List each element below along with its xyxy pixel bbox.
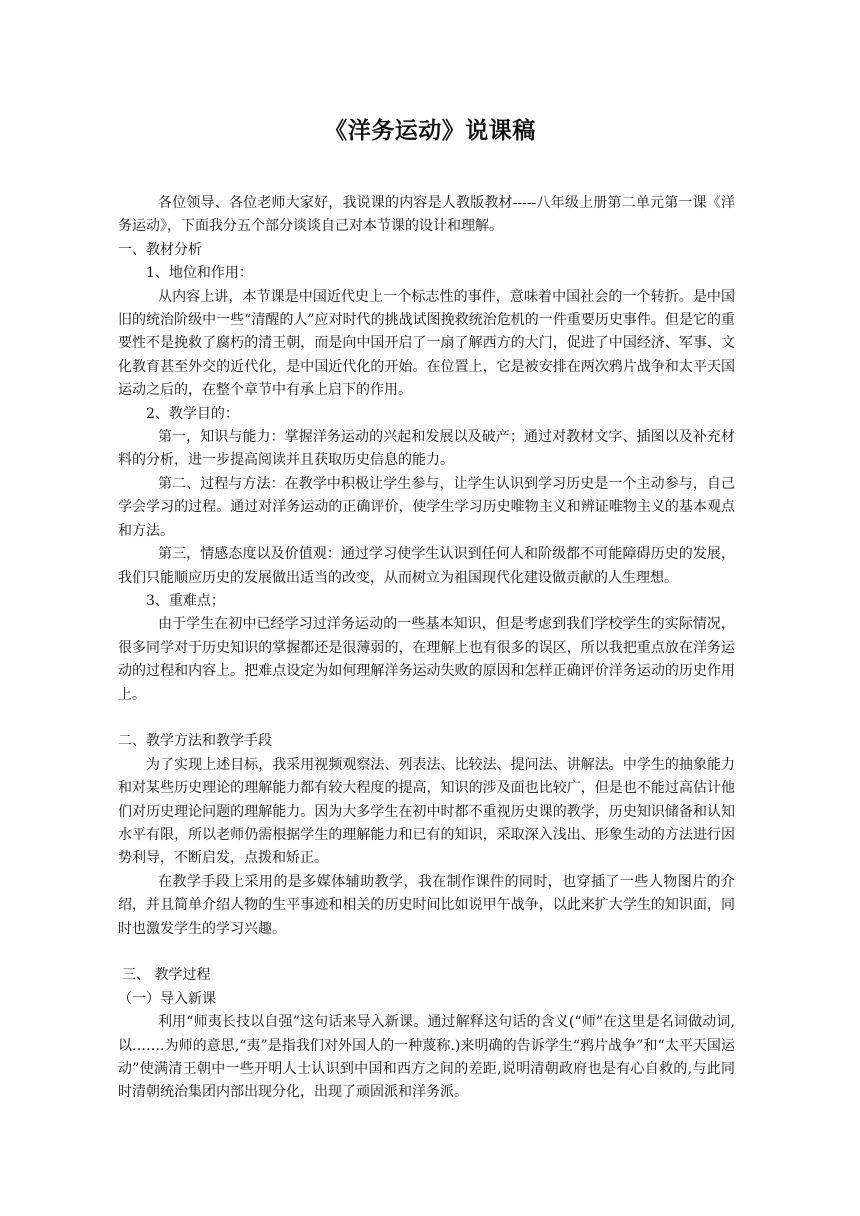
blank-line — [118, 941, 735, 964]
goal-values-paragraph: 第三，情感态度以及价值观：通过学习使学生认识到任何人和阶级都不可能障碍历史的发展，我们只能顺应历史的发展做出适当的改变，从而树立为祖国现代化建设做贡献的人生理想。 — [118, 546, 735, 586]
blank-line — [118, 707, 735, 730]
section2-media-paragraph: 在教学手段上采用的是多媒体辅助教学，我在制作课件的同时，也穿插了一些人物图片的介绍，并且简单介绍人物的生平事迹和相关的历史时间比如说甲午战争，以此来扩大学生的知识面，同时也激发学生的学习兴趣。 — [118, 873, 735, 937]
section3-heading: 三、 教学过程 — [122, 967, 211, 984]
section2-methods-paragraph: 为了实现上述目标，我采用视频观察法、列表法、比较法、提问法、讲解法。中学生的抽象能力和对某些历史理论的理解能力都有较大程度的提高，知识的涉及面也比较广，但是也不能过高估计他们对历史理论问题的理解能力。因为大多学生在初中时都不重视历史课的教学，历史知识储备和认知水平有限，所以老师仍需根据学生的理解能力和已有的知识，采取深入浅出、形象生动的方法进行因势利导，不断启发，点拨和矫正。 — [118, 756, 735, 867]
section3-sub1-heading: （一）导入新课 — [118, 990, 216, 1007]
section1-sub3-paragraph: 由于学生在初中已经学习过洋务运动的一些基本知识，但是考虑到我们学校学生的实际情况，很多同学对于历史知识的掌握都还是很薄弱的，在理解上也有很多的误区，所以我把重点放在洋务运动的过程和内容上。把难点设定为如何理解洋务运动失败的原因和怎样正确评价洋务运动的历史作用上。 — [118, 616, 735, 703]
document-body — [118, 192, 735, 1105]
goal-knowledge-paragraph: 第一，知识与能力：掌握洋务运动的兴起和发展以及破产；通过对教材文字、插图以及补充材料的分析，进一步提高阅读并且获取历史信息的能力。 — [118, 429, 735, 469]
section1-sub2-heading: 2、教学目的： — [146, 405, 239, 422]
section1-heading: 一、教材分析 — [118, 241, 202, 258]
goal-process-paragraph: 第二、过程与方法：在教学中积极让学生参与，让学生认识到学习历史是一个主动参与，自己学会学习的过程。通过对洋务运动的正确评价，使学生学习历史唯物主义和辨证唯物主义的基本观点和方法。 — [118, 475, 735, 539]
section1-sub1-heading: 1、地位和作用： — [146, 265, 253, 282]
section2-heading: 二、教学方法和教学手段 — [118, 733, 272, 750]
intro-paragraph: 各位领导、各位老师大家好，我说课的内容是人教版教材-----八年级上册第二单元第一课《洋务运动》，下面我分五个部分谈谈自己对本节课的设计和理解。 — [118, 195, 735, 235]
section3-sub1-paragraph: 利用“师夷长技以自强”这句话来导入新课。通过解释这句话的含义(“师”在这里是名词做动词,以…….为师的意思,“夷”是指我们对外国人的一种蔑称.)来明确的告诉学生“鸦片战争”和“太平天国运动”使满清王朝中一些开明人士认识到中国和西方之间的差距,说明清朝政府也是有心自救的,与此同时清朝统治集团内部出现分化，出现了顽固派和洋务派。 — [118, 1014, 735, 1101]
section1-sub1-paragraph: 从内容上讲，本节课是中国近代史上一个标志性的事件，意味着中国社会的一个转折。是中国旧的统治阶级中一些“清醒的人”应对时代的挑战试图挽救统治危机的一件重要历史事件。但是它的重要性不是挽救了腐朽的清王朝，而是向中国开启了一扇了解西方的大门，促进了中国经济、军事、文化教育甚至外交的近代化，是中国近代化的开始。在位置上，它是被安排在两次鸦片战争和太平天国运动之后的，在整个章节中有承上启下的作用。 — [118, 288, 735, 399]
document-title: 《洋务运动》说课稿 — [324, 118, 536, 144]
section1-sub3-heading: 3、重难点； — [146, 592, 225, 609]
